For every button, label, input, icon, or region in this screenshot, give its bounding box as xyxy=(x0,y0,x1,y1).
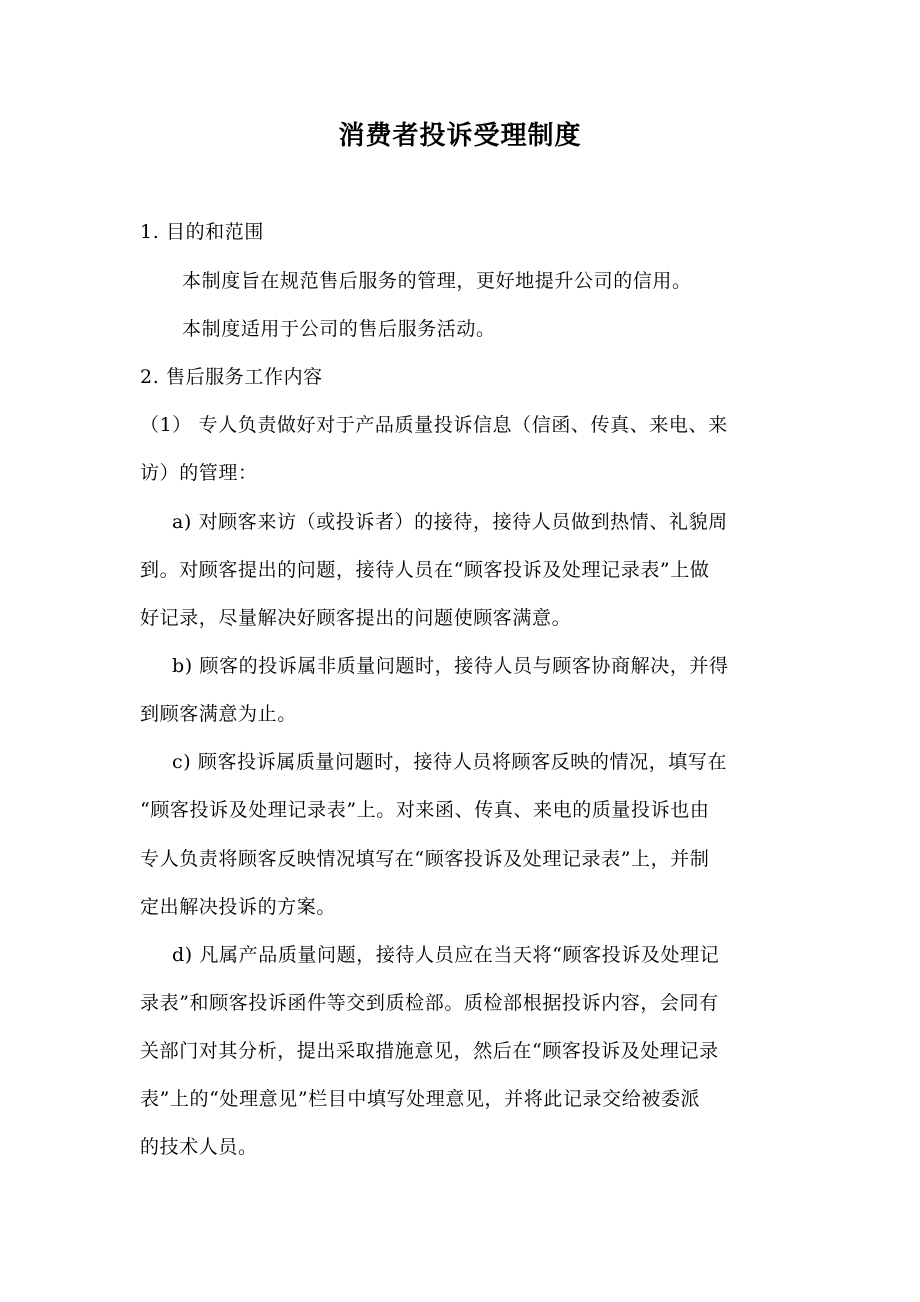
paragraph-line: 表”上的“处理意见”栏目中填写处理意见，并将此记录交给被委派 xyxy=(140,1088,701,1110)
paragraph-line: 好记录，尽量解决好顾客提出的问题使顾客满意。 xyxy=(140,607,572,629)
paragraph-line: a) 对顾客来访（或投诉者）的接待，接待人员做到热情、礼貌周 xyxy=(172,511,728,533)
paragraph-line: 关部门对其分析，提出采取措施意见，然后在“顾客投诉及处理记录 xyxy=(140,1040,719,1062)
paragraph-line: 本制度旨在规范售后服务的管理，更好地提升公司的信用。 xyxy=(182,270,692,292)
paragraph-line: d) 凡属产品质量问题，接待人员应在当天将“顾客投诉及处理记 xyxy=(172,944,720,966)
paragraph-line: “顾客投诉及处理记录表”上。对来函、传真、来电的质量投诉也由 xyxy=(140,799,710,821)
paragraph-line: 访）的管理： xyxy=(140,462,258,484)
paragraph-line: b) 顾客的投诉属非质量问题时，接待人员与顾客协商解决，并得 xyxy=(172,655,729,677)
paragraph-line: 到。对顾客提出的问题，接待人员在“顾客投诉及处理记录表”上做 xyxy=(140,559,710,581)
document-title: 消费者投诉受理制度 xyxy=(338,121,582,151)
paragraph-line: 到顾客满意为止。 xyxy=(140,703,297,725)
paragraph-line: 本制度适用于公司的售后服务活动。 xyxy=(182,318,496,340)
paragraph-line: 定出解决投诉的方案。 xyxy=(140,896,337,918)
paragraph-line: 录表”和顾客投诉函件等交到质检部。质检部根据投诉内容，会同有 xyxy=(140,992,719,1014)
paragraph-line: 的技术人员。 xyxy=(140,1136,258,1158)
paragraph-line: （1） 专人负责做好对于产品质量投诉信息（信函、传真、来电、来 xyxy=(140,414,728,436)
section-heading-1: 1. 目的和范围 xyxy=(140,221,264,243)
paragraph-line: c) 顾客投诉属质量问题时，接待人员将顾客反映的情况，填写在 xyxy=(172,751,728,773)
section-heading-2: 2. 售后服务工作内容 xyxy=(140,366,323,388)
paragraph-line: 专人负责将顾客反映情况填写在“顾客投诉及处理记录表”上，并制 xyxy=(140,848,710,870)
